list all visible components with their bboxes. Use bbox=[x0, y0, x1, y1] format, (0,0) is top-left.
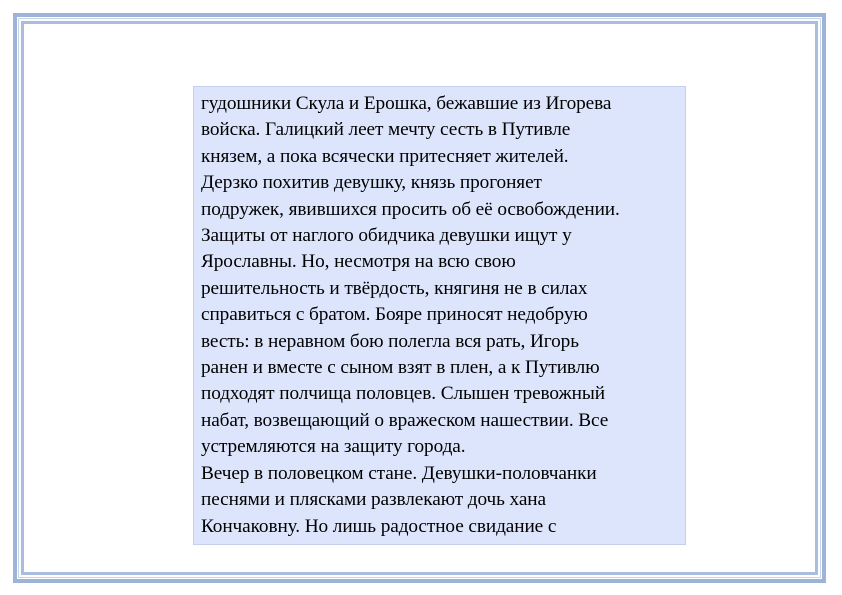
paragraph-1: гудошники Скула и Ерошка, бежавшие из Игорева войска. Галицкий леет мечту сесть в Путивле князем, а пока всячески притесняет жителей. Дерзко похитив девушку, князь прогоняет подружек, явившихся просить об её освобождении. Защиты от наглого обидчика девушки ищут у Ярославны. Но, несмотря на всю свою решительность и твёрдость, княгиня не в силах справиться с братом. Бояре приносят недобрую весть: в неравном бою полегла вся рать, Игорь ранен и вместе с сыном взят в плен, а к Путивлю подходят полчища половцев. Слышен тревожный набат, возвещающий о вражеском нашествии. Все устремляются на защиту города. bbox=[201, 93, 620, 458]
text-box bbox=[193, 86, 686, 545]
paragraph-2: Вечер в половецком стане. Девушки-половчанки песнями и плясками развлекают дочь хана Кончаковну. Но лишь радостное свидание с bbox=[201, 462, 597, 537]
